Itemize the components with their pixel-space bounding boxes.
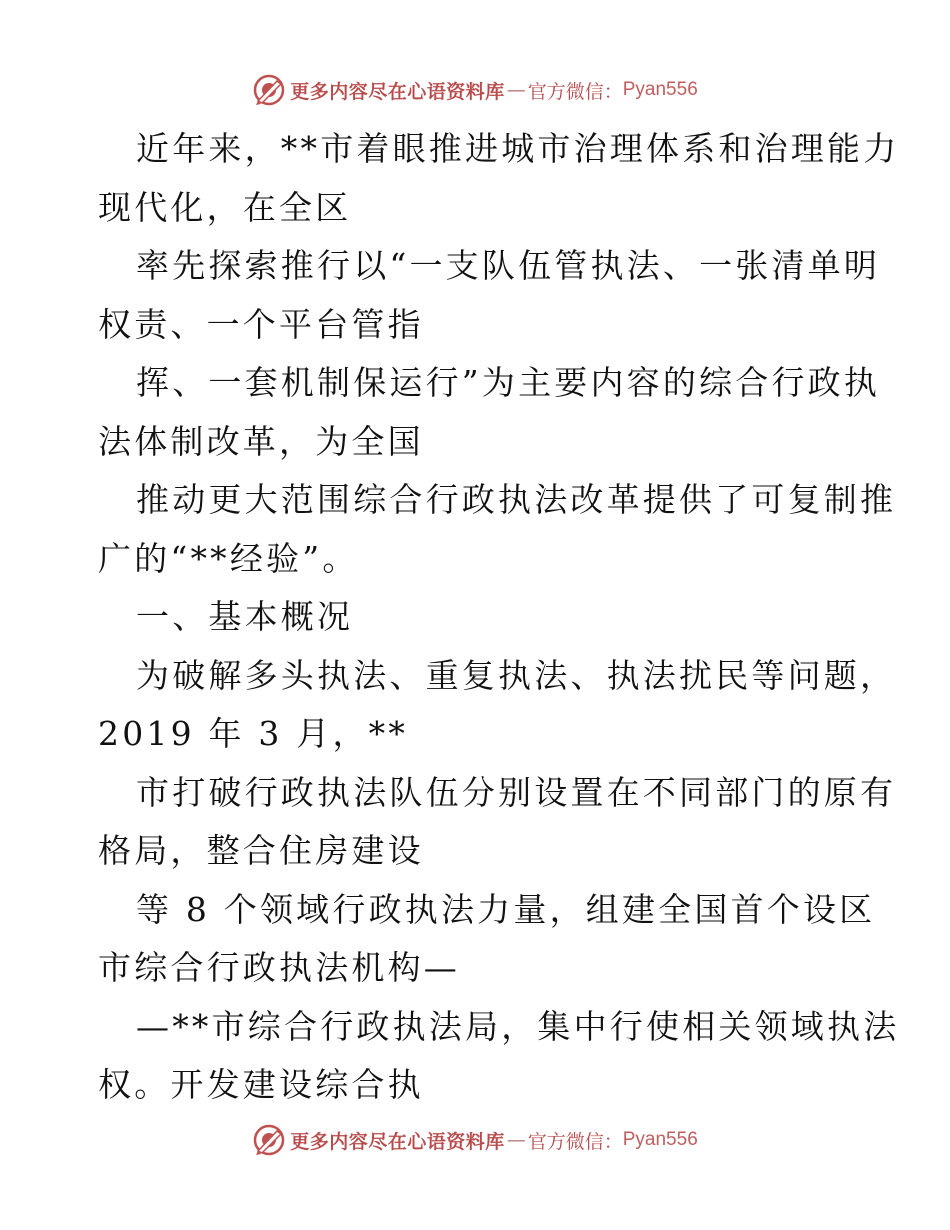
paragraph-line: 近年来，**市着眼推进城市治理体系和治理能力: [136, 129, 900, 168]
paragraph-line: 率先探索推行以“一支队伍管执法、一张清单明: [136, 246, 881, 285]
paragraph-line: 现代化，在全区: [98, 187, 352, 227]
paragraph-line: 市打破行政执法队伍分别设置在不同部门的原有: [136, 772, 897, 812]
footer-wechat-id: Pyan556: [622, 1129, 698, 1150]
paragraph-line: 等 8 个领域行政执法力量，组建全国首个设区: [136, 889, 876, 929]
paragraph-line: 广的“**经验”。: [98, 538, 359, 578]
paragraph-line: 法体制改革，为全国: [98, 421, 424, 461]
paragraph-line: 权责、一个平台管指: [98, 304, 424, 344]
paragraph-line: 为破解多头执法、重复执法、执法扰民等问题，: [136, 655, 897, 695]
pen-logo-icon: [252, 73, 286, 107]
paragraph-line: 权。开发建设综合执: [98, 1065, 424, 1104]
paragraph-line: 2019 年 3 月，**: [98, 714, 409, 753]
paragraph-line: 挥、一套机制保运行”为主要内容的综合行政执: [136, 363, 881, 402]
footer-site-text: 更多内容尽在心语资料库: [290, 1130, 505, 1153]
pen-logo-icon: [252, 1123, 286, 1157]
footer-separator: —: [506, 1129, 526, 1151]
paragraph-line: —**市综合行政执法局，集中行使相关领域执法: [136, 1006, 900, 1046]
header-wechat-id: Pyan556: [622, 79, 698, 100]
paragraph-line: 推动更大范围综合行政执法改革提供了可复制推: [136, 480, 897, 519]
header-separator: —: [506, 79, 526, 101]
header-wechat-label: 官方微信：: [527, 80, 623, 103]
section-heading: 一、基本概况: [136, 597, 354, 636]
document-body: [98, 120, 900, 1115]
header-site-text: 更多内容尽在心语资料库: [290, 80, 505, 103]
footer-wechat-label: 官方微信：: [527, 1130, 623, 1153]
paragraph-line: 格局，整合住房建设: [98, 831, 424, 870]
header-banner: [0, 70, 950, 110]
footer-banner: [0, 1120, 950, 1160]
paragraph-line: 市综合行政执法机构—: [98, 948, 460, 987]
